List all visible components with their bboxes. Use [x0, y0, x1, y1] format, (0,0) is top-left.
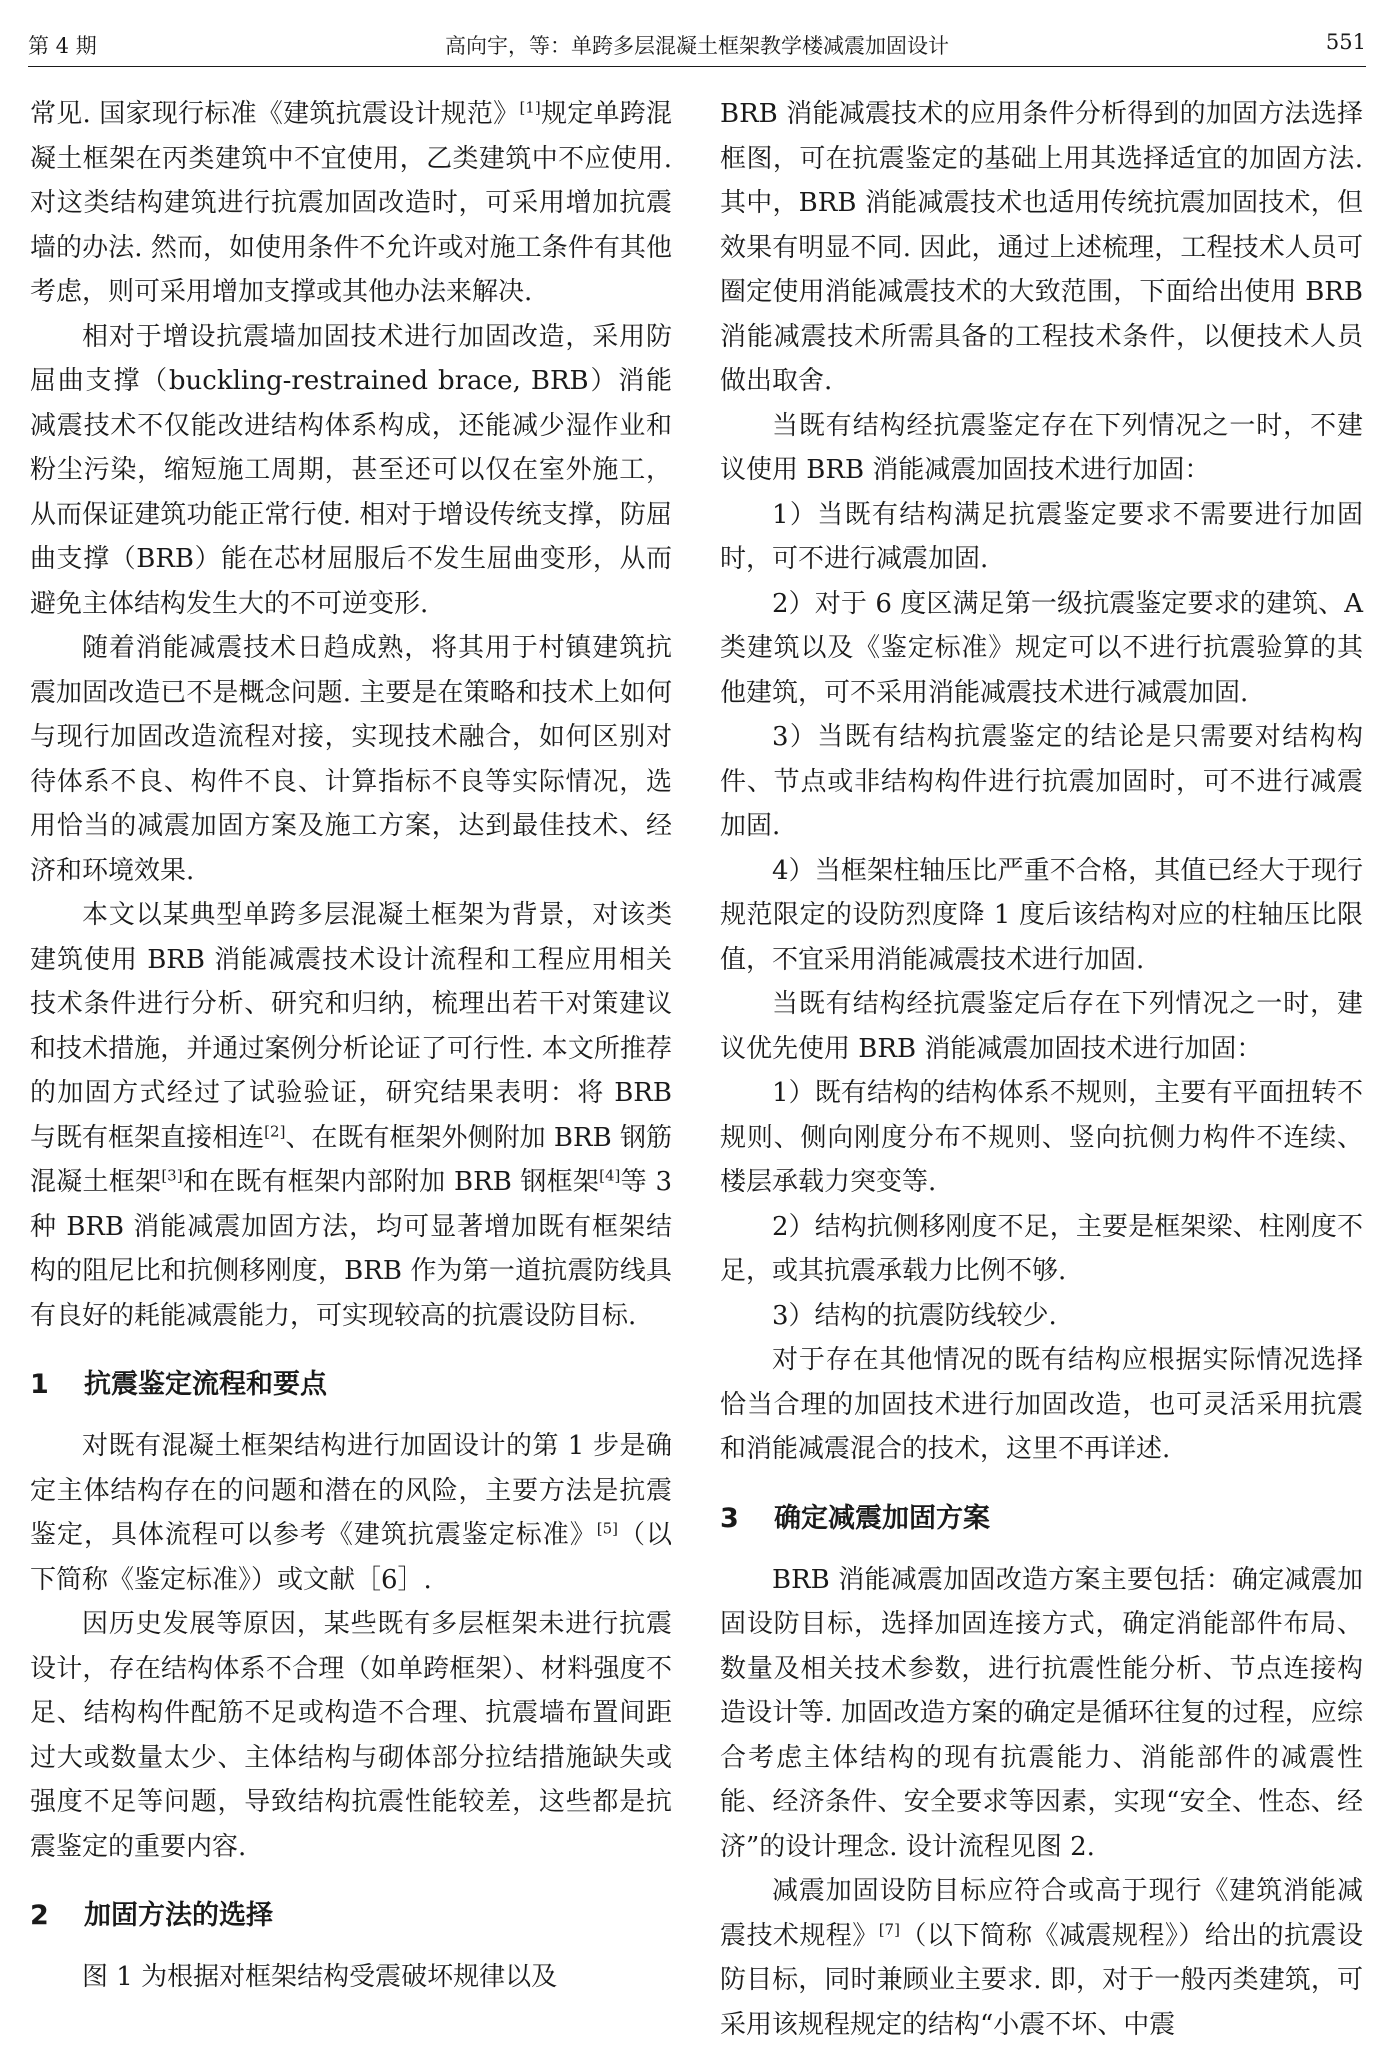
page-number: 551 [1325, 30, 1366, 54]
list-item: 1）当既有结构满足抗震鉴定要求不需要进行加固时，可不进行减震加固. [720, 499, 1363, 574]
list-item: 3）结构的抗震防线较少. [772, 1300, 1057, 1331]
right-column [720, 92, 1363, 2047]
running-title: 高向宇，等：单跨多层混凝土框架教学楼减震加固设计 [445, 34, 949, 58]
running-header [28, 22, 1366, 67]
text: 对既有混凝土框架结构进行加固设计的第 1 步是确定主体结构存在的问题和潜在的风险，主要方法是抗震鉴定，具体流程可以参考《建筑抗震鉴定标准》 [30, 1431, 672, 1550]
text: 本文以某典型单跨多层混凝土框架为背景，对该类建筑使用 BRB 消能减震技术设计流程和工程应用相关技术条件进行分析、研究和归纳，梳理出若干对策建议和技术措施，并通过案例分析论证了可行性. 本文所推荐的加固方式经过了试验验证，研究结果表明：将 BRB 与既有框架直接相连 [30, 900, 672, 1153]
text: 减震加固设防目标应符合或高于现行《建筑消能减震技术规程》 [720, 1876, 1363, 1951]
section-title: 抗震鉴定流程和要点 [84, 1369, 327, 1400]
paragraph: 相对于增设抗震墙加固技术进行加固改造，采用防屈曲支撑（buckling-restrained brace, BRB）消能减震技术不仅能改进结构体系构成，还能减少湿作业和粉尘污染，缩短施工周期，甚至还可以仅在室外施工，从而保证建筑功能正常行使. 相对于增设传统支撑，防屈曲支撑（BRB）能在芯材屈服后不发生屈曲变形，从而避免主体结构发生大的不可逆变形. [30, 321, 672, 619]
citation: [7] [878, 1919, 900, 1938]
issue-number: 第 4 期 [28, 34, 97, 58]
left-column [30, 92, 672, 2000]
list-item: 3）当既有结构抗震鉴定的结论是只需要对结构构件、节点或非结构构件进行抗震加固时，可不进行减震加固. [720, 722, 1363, 841]
section-number: 1 [30, 1369, 49, 1400]
list-item: 2）对于 6 度区满足第一级抗震鉴定要求的建筑、A 类建筑以及《鉴定标准》规定可以不进行抗震验算的其他建筑，可不采用消能减震技术进行减震加固. [720, 588, 1363, 708]
citation: [4] [599, 1166, 621, 1185]
paragraph: BRB 消能减震加固改造方案主要包括：确定减震加固设防目标，选择加固连接方式，确定消能部件布局、数量及相关技术参数，进行抗震性能分析、节点连接构造设计等. 加固改造方案的确定是循环往复的过程，应综合考虑主体结构的现有抗震能力、消能部件的减震性能、经济条件、安全要求等因素，实现“安全、性态、经济”的设计理念. 设计流程见图 2. [720, 1564, 1363, 1862]
paragraph [30, 92, 672, 315]
paragraph: 当既有结构经抗震鉴定存在下列情况之一时，不建议使用 BRB 消能减震加固技术进行加固： [720, 410, 1363, 485]
text: 规定单跨混凝土框架在丙类建筑中不宜使用，乙类建筑中不应使用. 对这类结构建筑进行抗震加固改造时，可采用增加抗震墙的办法. 然而，如使用条件不允许或对施工条件有其他考虑，则可采用增加支撑或其他办法来解决. [30, 99, 672, 307]
citation: [5] [596, 1519, 618, 1538]
paragraph [720, 1869, 1363, 2047]
section-title: 加固方法的选择 [84, 1900, 273, 1931]
list-item: 2）结构抗侧移刚度不足，主要是框架梁、柱刚度不足，或其抗震承载力比例不够. [720, 1211, 1363, 1286]
paragraph: BRB 消能减震技术的应用条件分析得到的加固方法选择框图，可在抗震鉴定的基础上用其选择适宜的加固方法. 其中，BRB 消能减震技术也适用传统抗震加固技术，但效果有明显不同. 因此，通过上述梳理，工程技术人员可圈定使用消能减震技术的大致范围，下面给出使用 BRB 消能减震技术所需具备的工程技术条件，以便技术人员做出取舍. [720, 99, 1363, 396]
section-number: 2 [30, 1900, 49, 1931]
paragraph: 对于存在其他情况的既有结构应根据实际情况选择恰当合理的加固技术进行加固改造，也可灵活采用抗震和消能减震混合的技术，这里不再详述. [720, 1345, 1363, 1464]
section-heading-3 [720, 1496, 1363, 1542]
text: （以下简称《减震规程》）给出的抗震设防目标，同时兼顾业主要求. 即，对于一般丙类建筑，可采用该规程规定的结构“小震不坏、中震 [720, 1920, 1363, 2040]
list-item: 4）当框架柱轴压比严重不合格，其值已经大于现行规范限定的设防烈度降 1 度后该结构对应的柱轴压比限值，不宜采用消能减震技术进行加固. [720, 855, 1363, 975]
paragraph [30, 893, 672, 1338]
paragraph: 图 1 为根据对框架结构受震破坏规律以及 [82, 1962, 558, 1992]
paragraph [30, 1424, 672, 1602]
section-title: 确定减震加固方案 [774, 1502, 990, 1534]
list-item: 1）既有结构的结构体系不规则，主要有平面扭转不规则、侧向刚度分布不规则、竖向抗侧力构件不连续、楼层承载力突变等. [720, 1078, 1363, 1197]
text: 等 3 种 BRB 消能减震加固方法，均可显著增加既有框架结构的阻尼比和抗侧移刚度，BRB 作为第一道抗震防线具有良好的耗能减震能力，可实现较高的抗震设防目标. [30, 1167, 672, 1331]
paragraph: 因历史发展等原因，某些既有多层框架未进行抗震设计，存在结构体系不合理（如单跨框架）、材料强度不足、结构构件配筋不足或构造不合理、抗震墙布置间距过大或数量太少、主体结构与砌体部分拉结措施缺失或强度不足等问题，导致结构抗震性能较差，这些都是抗震鉴定的重要内容. [30, 1609, 672, 1862]
citation: [2] [264, 1121, 286, 1140]
citation: [3] [161, 1166, 183, 1185]
section-heading-2 [30, 1893, 672, 1939]
text: （以下简称《鉴定标准》）或文献［6］. [30, 1520, 672, 1595]
text: 和在既有框架内部附加 BRB 钢框架 [182, 1167, 600, 1197]
paragraph: 当既有结构经抗震鉴定后存在下列情况之一时，建议优先使用 BRB 消能减震加固技术进行加固： [720, 989, 1363, 1064]
section-heading-1 [30, 1362, 672, 1408]
citation: [1] [519, 98, 541, 117]
text: 、在既有框架外侧附加 BRB 钢筋混凝土框架 [30, 1122, 672, 1197]
paragraph: 随着消能减震技术日趋成熟，将其用于村镇建筑抗震加固改造已不是概念问题. 主要是在策略和技术上如何与现行加固改造流程对接，实现技术融合，如何区别对待体系不良、构件不良、计算指标不良等实际情况，选用恰当的减震加固方案及施工方案，达到最佳技术、经济和环境效果. [30, 633, 672, 886]
text: 常见. 国家现行标准《建筑抗震设计规范》 [30, 99, 520, 129]
section-number: 3 [720, 1502, 739, 1534]
